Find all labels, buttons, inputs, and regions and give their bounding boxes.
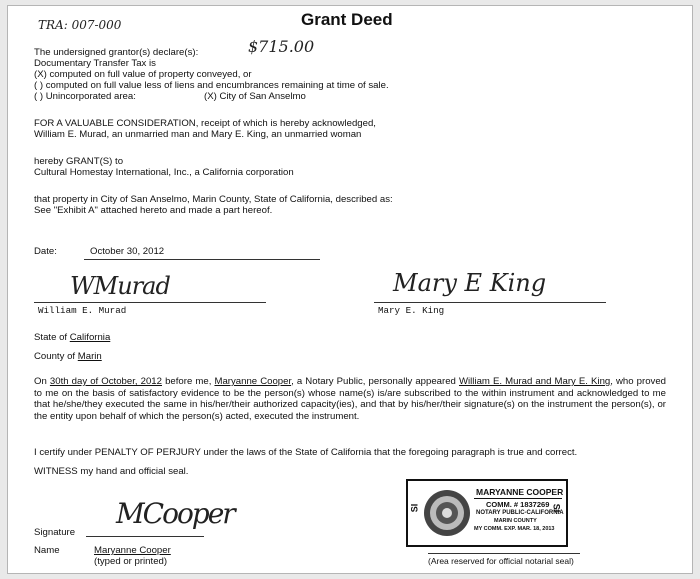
seal-area-line (428, 553, 580, 554)
option-full-value-text: computed on full value of property conveyed, or (49, 69, 252, 80)
seal-side-mark-left: SI (409, 503, 420, 513)
seal-area-caption: (Area reserved for official notarial seal) (428, 556, 574, 566)
consideration-line: FOR A VALUABLE CONSIDERATION, receipt of which is hereby acknowledged, (34, 118, 376, 129)
notary-name: Maryanne Cooper (94, 545, 171, 556)
grant-deed-page (7, 5, 693, 574)
property-line: that property in City of San Anselmo, Marin County, State of California, described as: (34, 194, 393, 205)
ack-text: before me, (165, 376, 212, 387)
county-value: Marin (77, 351, 102, 362)
option-unincorporated (34, 91, 136, 102)
signature-king: Mary E King (393, 269, 547, 297)
state-value: California (69, 332, 111, 343)
seal-commission: COMM. # 1837269 (486, 500, 550, 509)
grant-line: hereby GRANT(S) to (34, 156, 124, 167)
grantor-name-king: Mary E. King (378, 305, 445, 316)
option-less-liens (34, 80, 389, 91)
signature-label: Signature (34, 527, 76, 538)
grantors-line: William E. Murad, an unmarried man and Mary E. King, an unmarried woman (34, 129, 362, 140)
exhibit-line: See "Exhibit A" attached hereto and made a part hereof. (34, 205, 273, 216)
seal-notary-public: NOTARY PUBLIC-CALIFORNIA (476, 510, 564, 516)
date-value: October 30, 2012 (90, 246, 165, 257)
date-label: Date: (34, 246, 57, 257)
option-full-value (34, 69, 252, 80)
acknowledgment-paragraph (34, 376, 666, 422)
signature-murad: WMurad (70, 272, 170, 300)
checkbox-empty: ( ) (34, 91, 44, 102)
typed-note: (typed or printed) (94, 556, 168, 567)
ack-text: , who proved to me on the basis of satisfactory evidence to be the person(s) whose name(s) is/are subscribed to the within instrument and acknowledged to me that he/she/they executed the same in his/her/their authorized capacity(ies), and that by his/her/their signature(s) on the instrument the person(s), or the entity upon behalf of which the person(s) acted, executed the instrument. (34, 376, 667, 422)
signature-line-murad (34, 302, 266, 303)
seal-expiration: MY COMM. EXP. MAR. 18, 2013 (474, 526, 555, 532)
state-row (34, 332, 110, 343)
handwritten-tax-amount: $715.00 (248, 37, 315, 56)
checkbox-marked: (X) (34, 69, 47, 80)
county-row (34, 351, 102, 362)
seal-county: MARIN COUNTY (494, 518, 537, 524)
notary-signature-line (86, 536, 204, 537)
county-label: County of (34, 351, 76, 362)
declaration-line: The undersigned grantor(s) declare(s): (34, 47, 199, 58)
ack-persons: William E. Murad and Mary E. King (458, 376, 611, 387)
option-unincorporated-text: Unincorporated area: (45, 91, 136, 102)
state-label: State of (34, 332, 68, 343)
checkbox-marked: (X) (204, 91, 217, 102)
notary-signature: MCooper (116, 497, 234, 530)
seal-divider (474, 498, 562, 499)
notary-seal (406, 479, 568, 547)
perjury-statement: I certify under PENALTY OF PERJURY under the laws of the State of California that the foregoing paragraph is true and correct. (34, 447, 578, 458)
grantee-line: Cultural Homestay International, Inc., a California corporation (34, 167, 294, 178)
signature-line-king (374, 302, 606, 303)
option-city-text: City of San Anselmo (219, 91, 306, 102)
ack-text: On (34, 376, 47, 387)
option-less-liens-text: computed on full value less of liens and encumbrances remaining at time of sale. (45, 80, 389, 91)
option-city (204, 91, 306, 102)
name-label: Name (34, 545, 60, 556)
ack-date: 30th day of October, 2012 (49, 376, 162, 387)
date-underline (84, 259, 320, 260)
ack-text: , a Notary Public, personally appeared (291, 376, 456, 387)
seal-name: MARYANNE COOPER (476, 487, 564, 497)
ack-notary-name: Maryanne Cooper (214, 376, 292, 387)
handwritten-tax-note: TRA: 007-000 (38, 18, 122, 32)
transfer-tax-label: Documentary Transfer Tax is (34, 58, 156, 69)
document-title: Grant Deed (301, 10, 393, 29)
witness-statement: WITNESS my hand and official seal. (34, 466, 189, 477)
checkbox-empty: ( ) (34, 80, 44, 91)
grantor-name-murad: William E. Murad (38, 305, 127, 316)
state-seal-icon (422, 486, 472, 540)
seal-side-mark-right: SI (551, 503, 562, 513)
